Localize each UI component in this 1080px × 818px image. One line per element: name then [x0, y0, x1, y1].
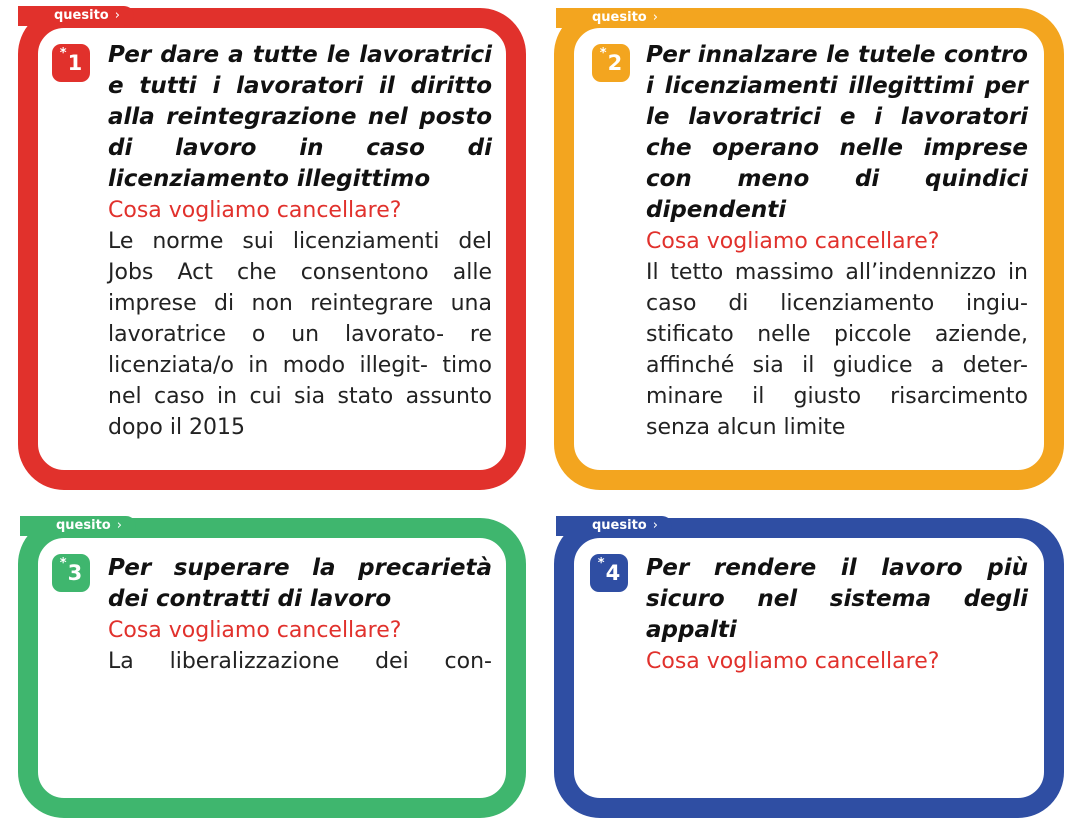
- quesito-tag-3: [20, 516, 136, 536]
- quesito-tag-label: quesito: [592, 10, 647, 25]
- badge-number-2: *2: [592, 44, 630, 82]
- card-content-4: [646, 553, 1028, 677]
- quesito-tag-label: quesito: [592, 518, 647, 533]
- quesito-tag-label: quesito: [56, 518, 111, 533]
- chevron-right-icon: ›: [652, 518, 658, 533]
- answer-text: La liberalizzazione dei con-: [108, 649, 492, 674]
- chevron-right-icon: ›: [114, 8, 120, 23]
- card-content-3: [108, 553, 492, 677]
- badge-number-1: *1: [52, 44, 90, 82]
- quesito-tag-1: [18, 6, 134, 26]
- question-text: Per rendere il lavoro più sicuro nel sistema degli appalti: [646, 555, 1028, 643]
- card-content-1: [108, 40, 492, 443]
- badge-number-4: *4: [590, 554, 628, 592]
- quesito-tag-label: quesito: [54, 8, 109, 23]
- answer-text: Il tetto massimo all’indennizzo in caso di licenziamento ingiu- stificato nelle piccole aziende, affinché sia il giudice a deter- minare il giusto risarcimento senza alcun limite: [646, 260, 1028, 440]
- chevron-right-icon: ›: [116, 518, 122, 533]
- what-label: Cosa vogliamo cancellare?: [108, 198, 402, 223]
- answer-text: Le norme sui licenziamenti del Jobs Act che consentono alle imprese di non reintegrare una lavoratrice o un lavorato- re licenziata/o in modo illegit- timo nel caso in cui sia stato assunto dopo il 2015: [108, 229, 492, 440]
- quesito-tag-4: [556, 516, 672, 536]
- what-label: Cosa vogliamo cancellare?: [108, 618, 402, 643]
- what-label: Cosa vogliamo cancellare?: [646, 229, 940, 254]
- quesito-tag-2: [556, 8, 672, 28]
- question-text: Per dare a tutte le lavoratrici e tutti i lavoratori il diritto alla reintegrazione nel posto di lavoro in caso di licenziamento illegittimo: [108, 42, 492, 192]
- card-content-2: [646, 40, 1028, 443]
- question-text: Per superare la precarietà dei contratti di lavoro: [108, 555, 492, 612]
- question-text: Per innalzare le tutele contro i licenziamenti illegittimi per le lavoratrici e i lavoratori che operano nelle imprese con meno di quindici dipendenti: [646, 42, 1028, 223]
- badge-number-3: *3: [52, 554, 90, 592]
- chevron-right-icon: ›: [652, 10, 658, 25]
- what-label: Cosa vogliamo cancellare?: [646, 649, 940, 674]
